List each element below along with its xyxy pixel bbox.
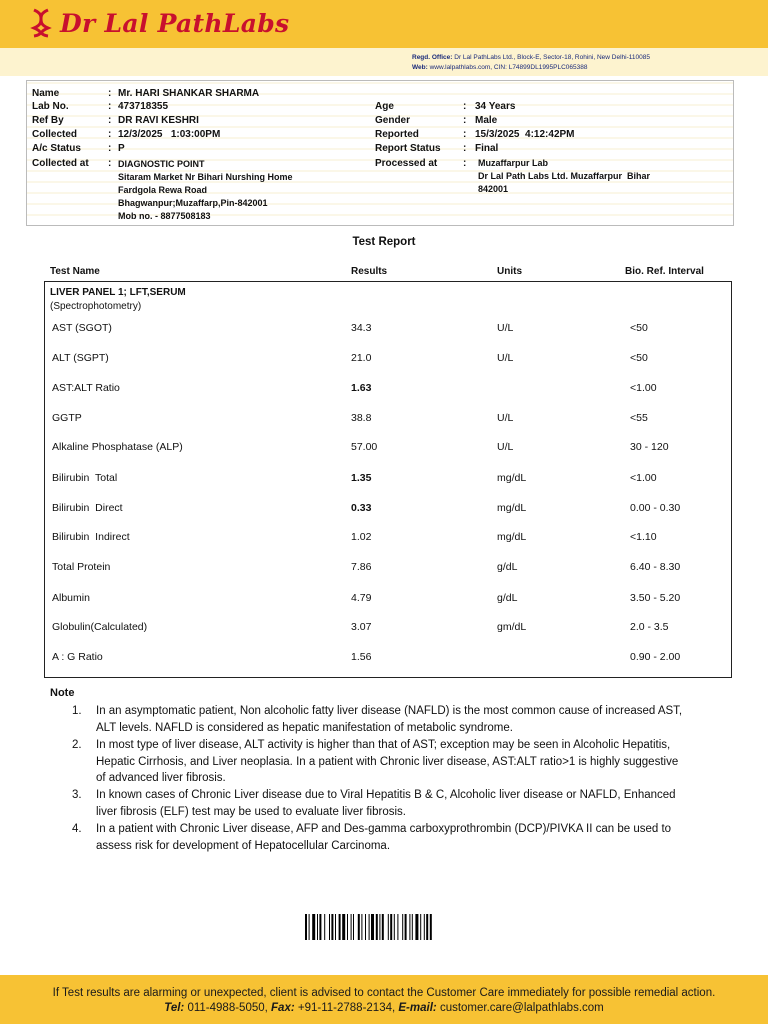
- table-row: [0, 382, 768, 396]
- table-row: [0, 352, 768, 366]
- processed-at-line: Muzaffarpur Lab: [478, 158, 549, 168]
- barcode-bar: [312, 914, 315, 940]
- ref-by-value: DR RAVI KESHRI: [118, 115, 199, 126]
- barcode-bar: [324, 914, 325, 940]
- barcode-bar: [409, 914, 410, 940]
- test-ref: 0.00 - 0.30: [630, 502, 681, 514]
- test-name: ALT (SGPT): [52, 352, 109, 364]
- test-result: 7.86: [351, 561, 372, 573]
- barcode-bar: [347, 914, 348, 940]
- test-name: Bilirubin Direct: [52, 502, 123, 514]
- colon: :: [463, 115, 467, 126]
- colon: :: [108, 129, 112, 140]
- barcode-bar: [402, 914, 403, 940]
- col-units: Units: [497, 266, 522, 277]
- ac-status-label: A/c Status: [32, 143, 81, 154]
- processed-at-line: 842001: [478, 184, 509, 194]
- dna-logo-icon: [30, 8, 52, 38]
- barcode-bar: [319, 914, 321, 940]
- table-row: [0, 441, 768, 455]
- collected-at-line: Fardgola Rewa Road: [118, 185, 208, 195]
- reported-value: 15/3/2025 4:12:42PM: [475, 129, 575, 140]
- test-unit: U/L: [497, 352, 514, 364]
- barcode-bar: [329, 914, 330, 940]
- test-ref: <1.10: [630, 531, 657, 543]
- footer-advisory: If Test results are alarming or unexpected, client is advised to contact the Customer Care immediately for possible remedial action.: [52, 987, 716, 999]
- table-row: [0, 561, 768, 575]
- lab-no-value: 473718355: [118, 101, 169, 112]
- table-row: [0, 531, 768, 545]
- test-ref: <55: [630, 412, 648, 424]
- collected-at-line: Mob no. - 8877508183: [118, 211, 211, 221]
- colon: :: [108, 115, 112, 126]
- test-unit: g/dL: [497, 592, 518, 604]
- table-row: [0, 502, 768, 516]
- reported-label: Reported: [375, 129, 419, 140]
- col-results: Results: [351, 266, 388, 277]
- panel-method: (Spectrophotometry): [50, 301, 142, 312]
- note-number: 1.: [72, 705, 82, 717]
- test-result: 0.33: [351, 502, 372, 514]
- lab-no-label: Lab No.: [32, 101, 69, 112]
- report-status-label: Report Status: [375, 143, 441, 154]
- note-text: In most type of liver disease, ALT activity is higher than that of AST; exception may be seen in Alcoholic Hepatitis, Hepatic Cirrhosis, and Liver neoplasia. In a patient with Chronic liver disease, AST:ALT ratio>1 is highly suggestive of advanced liver fibrosis.: [96, 739, 679, 784]
- email-label: E-mail:: [398, 1002, 437, 1014]
- test-result: 21.0: [351, 352, 372, 364]
- barcode-bar: [351, 914, 352, 940]
- barcode-bar: [420, 914, 421, 940]
- age-value: 34 Years: [475, 101, 516, 112]
- note-text: In an asymptomatic patient, Non alcoholic fatty liver disease (NAFLD) is the most common cause of increased AST, ALT levels. NAFLD is considered as hepatic manifestation of metabolic syndrome.: [96, 705, 683, 734]
- test-ref: <1.00: [630, 382, 657, 394]
- test-result: 1.02: [351, 531, 372, 543]
- web-text: www.lalpathlabs.com, CIN: L74899DL1995PLC065388: [429, 64, 588, 71]
- colon: :: [108, 88, 112, 99]
- barcode-bar: [339, 914, 341, 940]
- barcode-bar: [361, 914, 362, 940]
- table-row: [0, 322, 768, 336]
- test-unit: U/L: [497, 322, 514, 334]
- test-name: A : G Ratio: [52, 651, 103, 663]
- test-ref: <1.00: [630, 472, 657, 484]
- test-unit: mg/dL: [497, 472, 527, 484]
- table-row: [0, 472, 768, 486]
- colon: :: [463, 101, 467, 112]
- colon: :: [463, 143, 467, 154]
- gender-value: Male: [475, 115, 498, 126]
- registered-office: [412, 53, 650, 73]
- barcode-bar: [305, 914, 307, 940]
- collected-at-line: Sitaram Market Nr Bihari Nurshing Home: [118, 172, 293, 182]
- test-result: 1.63: [351, 382, 372, 394]
- brand-name: Dr Lal PathLabs: [60, 8, 290, 38]
- test-unit: U/L: [497, 441, 514, 453]
- test-name: Bilirubin Indirect: [52, 531, 130, 543]
- test-result: 34.3: [351, 322, 372, 334]
- test-name: GGTP: [52, 412, 82, 424]
- test-unit: gm/dL: [497, 621, 527, 633]
- test-ref: <50: [630, 322, 648, 334]
- name-label: Name: [32, 88, 60, 99]
- test-result: 4.79: [351, 592, 372, 604]
- test-unit: U/L: [497, 412, 514, 424]
- barcode-bar: [397, 914, 398, 940]
- header-subband: [0, 48, 768, 76]
- table-row: [0, 592, 768, 606]
- test-unit: mg/dL: [497, 502, 527, 514]
- barcode-bar: [335, 914, 336, 940]
- processed-at-line: Dr Lal Path Labs Ltd. Muzaffarpur Bihar: [478, 171, 651, 181]
- barcode-bar: [394, 914, 395, 940]
- col-ref-interval: Bio. Ref. Interval: [625, 266, 704, 277]
- tel-label: Tel:: [164, 1002, 185, 1014]
- note-text: In a patient with Chronic Liver disease, AFP and Des-gamma carboxyprothrombin (DCP)/PIVKA II can be used to assess risk for development of Hepatocellular Carcinoma.: [96, 823, 672, 852]
- collected-value: 12/3/2025 1:03:00PM: [118, 129, 221, 140]
- table-row: [0, 412, 768, 426]
- note-text: In known cases of Chronic Liver disease due to Viral Hepatitis B & C, Alcoholic liver disease or NAFLD, Enhanced liver fibrosis (ELF) test may be used to evaluate liver fibrosis.: [96, 789, 676, 818]
- footer-band: [0, 975, 768, 1024]
- test-result: 1.56: [351, 651, 372, 663]
- barcode-bar: [430, 914, 432, 940]
- test-name: Globulin(Calculated): [52, 621, 148, 633]
- note-number: 3.: [72, 789, 82, 801]
- test-ref: 2.0 - 3.5: [630, 621, 669, 633]
- fax-label: Fax:: [271, 1002, 295, 1014]
- test-name: Bilirubin Total: [52, 472, 118, 484]
- barcode-bar: [371, 914, 374, 940]
- web-label: Web:: [412, 64, 428, 71]
- barcode-bar: [358, 914, 360, 940]
- barcode-bar: [342, 914, 345, 940]
- table-row: [0, 621, 768, 635]
- barcode-bar: [390, 914, 392, 940]
- barcode-bar: [317, 914, 318, 940]
- ref-by-label: Ref By: [32, 115, 64, 126]
- regd-label: Regd. Office:: [412, 54, 453, 61]
- colon: :: [108, 143, 112, 154]
- test-result: 57.00: [351, 441, 378, 453]
- test-name: AST:ALT Ratio: [52, 382, 120, 394]
- barcode-bar: [369, 914, 370, 940]
- barcode-icon: [305, 914, 471, 940]
- colon: :: [108, 158, 112, 169]
- note-title: Note: [50, 687, 75, 699]
- colon: :: [463, 158, 467, 169]
- barcode-bar: [388, 914, 389, 940]
- processed-at-label: Processed at: [375, 158, 438, 169]
- col-test-name: Test Name: [50, 266, 100, 277]
- test-result: 3.07: [351, 621, 372, 633]
- collected-at-label: Collected at: [32, 158, 89, 169]
- barcode-bar: [376, 914, 378, 940]
- test-name: Total Protein: [52, 561, 111, 573]
- barcode-bar: [415, 914, 418, 940]
- test-ref: 3.50 - 5.20: [630, 592, 681, 604]
- patient-name: Mr. HARI SHANKAR SHARMA: [118, 88, 260, 99]
- regd-text: Dr Lal PathLabs Ltd., Block-E, Sector-18, Rohini, New Delhi-110085: [454, 54, 650, 61]
- barcode-bar: [365, 914, 366, 940]
- barcode-bar: [309, 914, 310, 940]
- test-name: Albumin: [52, 592, 90, 604]
- colon: :: [108, 101, 112, 112]
- collected-label: Collected: [32, 129, 78, 140]
- barcode-bar: [424, 914, 425, 940]
- test-unit: g/dL: [497, 561, 518, 573]
- test-unit: mg/dL: [497, 531, 527, 543]
- collected-at-line: Bhagwanpur;Muzaffarp,Pin-842001: [118, 198, 268, 208]
- report-status-value: Final: [475, 143, 499, 154]
- report-title: Test Report: [352, 236, 416, 248]
- test-ref: 6.40 - 8.30: [630, 561, 681, 573]
- footer-contact: [0, 1002, 768, 1014]
- test-ref: <50: [630, 352, 648, 364]
- barcode-bar: [353, 914, 354, 940]
- barcode-bar: [412, 914, 413, 940]
- barcode-bar: [331, 914, 333, 940]
- note-number: 4.: [72, 823, 82, 835]
- tel-value: 011-4988-5050,: [187, 1002, 268, 1014]
- panel-name: LIVER PANEL 1; LFT,SERUM: [50, 287, 186, 298]
- test-name: Alkaline Phosphatase (ALP): [52, 441, 183, 453]
- barcode-bar: [405, 914, 407, 940]
- gender-label: Gender: [375, 115, 411, 126]
- test-result: 1.35: [351, 472, 372, 484]
- email-link[interactable]: customer.care@lalpathlabs.com: [439, 1002, 604, 1014]
- age-label: Age: [375, 101, 394, 112]
- collected-at-line: DIAGNOSTIC POINT: [118, 159, 205, 169]
- brand-logo: [30, 8, 289, 38]
- colon: :: [463, 129, 467, 140]
- barcode-bar: [379, 914, 380, 940]
- fax-value: +91-11-2788-2134,: [297, 1002, 396, 1014]
- note-number: 2.: [72, 739, 82, 751]
- barcode-bar: [382, 914, 384, 940]
- test-ref: 0.90 - 2.00: [630, 651, 681, 663]
- barcode-bar: [426, 914, 428, 940]
- test-ref: 30 - 120: [630, 441, 669, 453]
- table-row: [0, 651, 768, 665]
- test-result: 38.8: [351, 412, 372, 424]
- test-name: AST (SGOT): [52, 322, 112, 334]
- ac-status-value: P: [118, 143, 125, 154]
